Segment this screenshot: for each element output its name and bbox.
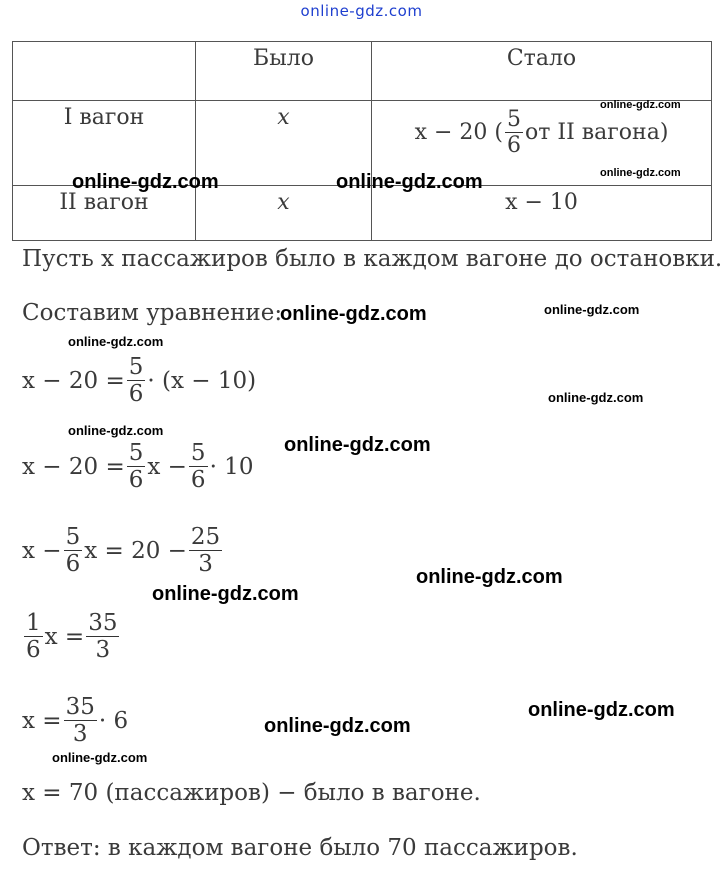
fraction [64,524,83,578]
eq3-lhs: x − [22,537,62,564]
fraction [189,524,222,578]
equation-2 [22,440,253,494]
fraction-denominator: 3 [95,637,111,664]
eq4-mid: x = [44,623,85,650]
eq1-lhs: x − 20 = [22,367,125,394]
fraction-numerator: 1 [26,610,41,636]
site-header[interactable]: online-gdz.com [300,2,423,20]
fraction-numerator: 5 [128,354,144,380]
fraction [505,107,523,159]
fraction-denominator: 6 [128,467,144,494]
eq3-mid: x = 20 − [84,537,187,564]
watermark: online-gdz.com [528,699,675,721]
watermark: online-gdz.com [600,167,681,179]
fraction-numerator: 5 [190,440,206,466]
fraction [127,440,146,494]
fraction-numerator: 35 [65,694,95,720]
fraction-numerator: 5 [506,107,521,132]
watermark: online-gdz.com [548,390,644,405]
equation-5 [22,694,128,748]
eq5-lhs: x = [22,707,62,734]
equation-3 [22,524,224,578]
row-after-suffix: от II вагона) [524,120,669,146]
row-after-prefix: x − 20 ( [414,120,503,146]
eq1-rhs: · (x − 10) [147,367,257,394]
table-header-before: Было [196,42,372,101]
data-table [12,41,712,241]
watermark: online-gdz.com [280,303,427,325]
fraction-denominator: 6 [128,381,144,408]
fraction [64,694,97,748]
fraction-numerator: 35 [88,610,118,636]
watermark: online-gdz.com [68,334,164,349]
row-after: x − 10 [372,186,712,241]
fraction-denominator: 3 [72,721,88,748]
row-before: x [196,101,372,186]
fraction-numerator: 5 [128,440,144,466]
fraction [127,354,146,408]
equation-4 [22,610,121,664]
final-answer: Ответ: в каждом вагоне было 70 пассажиров. [22,835,578,861]
table-header-after: Стало [372,42,712,101]
row-label: II вагон [13,186,196,241]
fraction-denominator: 6 [506,133,521,159]
watermark: online-gdz.com [284,434,431,456]
row-before: x [196,186,372,241]
fraction-numerator: 25 [190,524,221,550]
fraction [189,440,208,494]
fraction [24,610,43,664]
fraction-denominator: 6 [26,637,41,664]
table-header-row [13,42,712,101]
fraction-numerator: 5 [65,524,81,550]
eq5-rhs: · 6 [98,707,129,734]
fraction-denominator: 6 [65,551,81,578]
table-header-empty [13,42,196,101]
eq2-rhs: · 10 [209,453,254,480]
row-label: I вагон [13,101,196,186]
fraction [86,610,119,664]
compose-text: Составим уравнение: [22,300,283,326]
watermark: online-gdz.com [600,99,681,111]
watermark: online-gdz.com [52,750,148,765]
answer-line: x = 70 (пассажиров) − было в вагоне. [22,780,481,806]
watermark: online-gdz.com [152,583,299,605]
equation-1 [22,354,256,408]
eq2-mid: x − [147,453,187,480]
watermark: online-gdz.com [68,423,164,438]
watermark: online-gdz.com [264,715,411,737]
watermark: online-gdz.com [336,171,483,193]
fraction-denominator: 3 [198,551,213,578]
watermark: online-gdz.com [416,566,563,588]
watermark: online-gdz.com [72,171,219,193]
fraction-denominator: 6 [190,467,206,494]
intro-text: Пусть x пассажиров было в каждом вагоне до остановки. [22,246,723,272]
eq2-lhs: x − 20 = [22,453,125,480]
watermark: online-gdz.com [544,302,640,317]
